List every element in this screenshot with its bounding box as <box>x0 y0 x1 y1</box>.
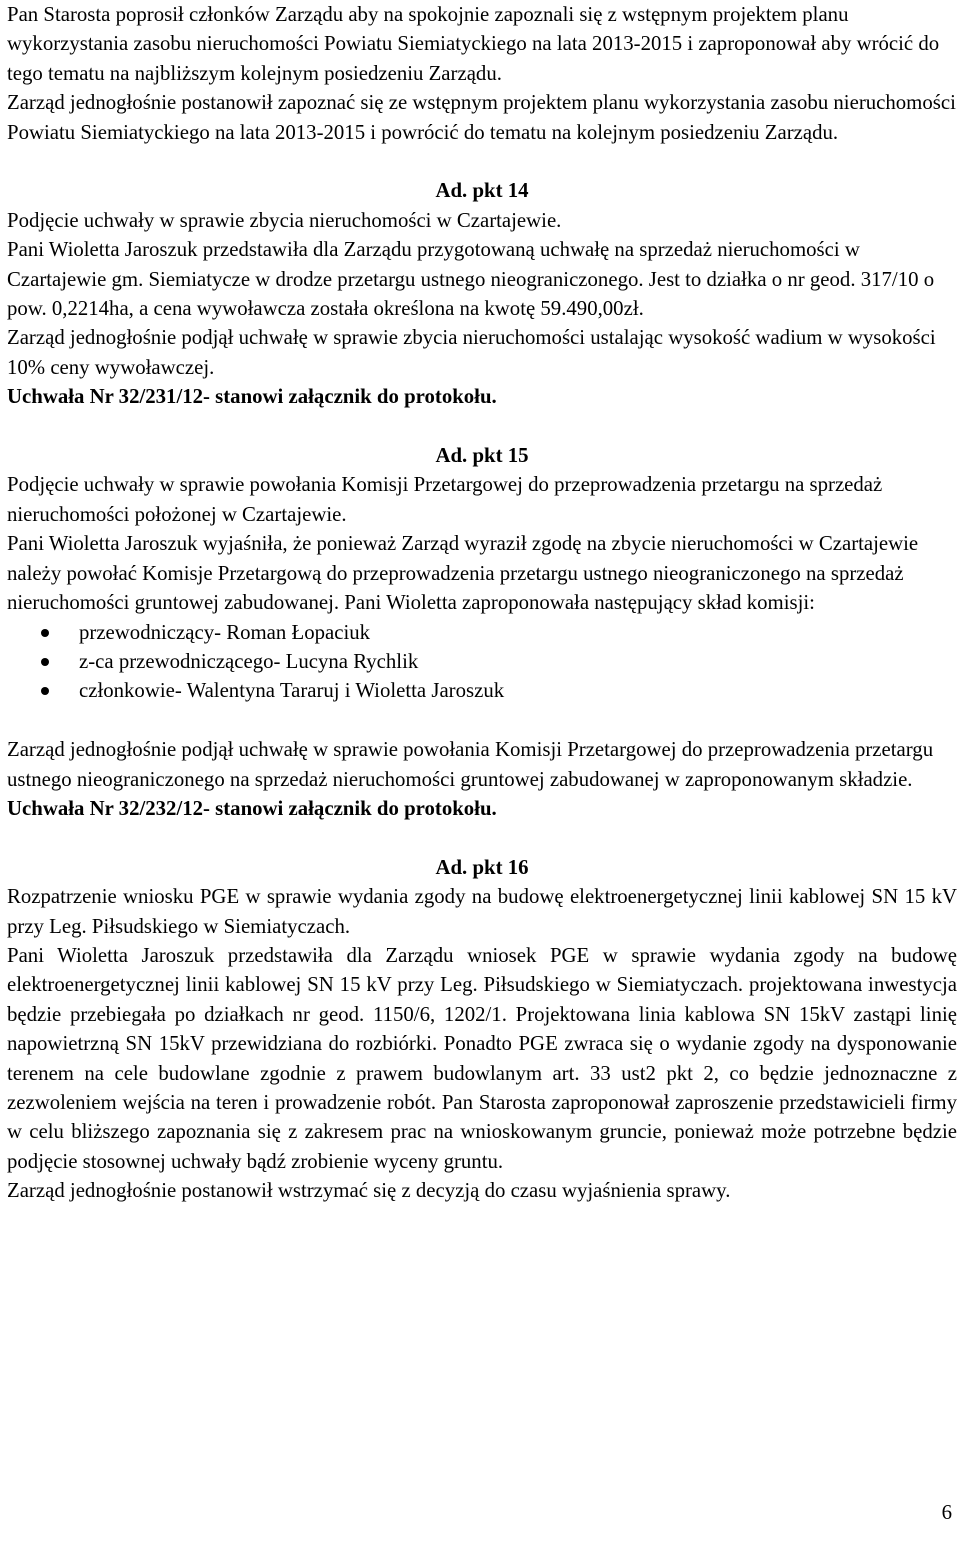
section-decision: Zarząd jednogłośnie postanowił wstrzymać się z decyzją do czasu wyjaśnienia sprawy. <box>7 1179 731 1203</box>
spacer <box>7 412 957 441</box>
bullet-icon <box>41 658 49 666</box>
section-heading: Ad. pkt 16 <box>435 855 529 879</box>
section-heading: Ad. pkt 14 <box>435 179 529 203</box>
section-resolution: Uchwała Nr 32/232/12- stanowi załącznik do protokołu. <box>7 796 497 820</box>
section-pkt-16 <box>7 853 957 1206</box>
spacer <box>7 823 957 852</box>
section-pkt-14 <box>7 176 957 411</box>
intro-paragraph-1: Pan Starosta poprosił członków Zarządu aby na spokojnie zapoznali się z wstępnym projektem planu wykorzystania zasobu nieruchomości Powiatu Siemiatyckiego na lata 2013-2015 i zaproponował aby wrócić do tego tematu na najbliższym kolejnym posiedzeniu Zarządu. <box>7 3 940 85</box>
list-item <box>41 676 957 705</box>
section-heading: Ad. pkt 15 <box>435 444 529 468</box>
bullet-icon <box>41 687 49 695</box>
list-item <box>41 647 957 676</box>
list-item-text: przewodniczący- Roman Łopaciuk <box>79 620 371 644</box>
section-pkt-15 <box>7 441 957 823</box>
list-item-text: członkowie- Walentyna Tararuj i Wioletta Jaroszuk <box>79 679 505 703</box>
list-item-text: z-ca przewodniczącego- Lucyna Rychlik <box>79 649 419 673</box>
section-subject: Podjęcie uchwały w sprawie powołania Komisji Przetargowej do przeprowadzenia przetargu na sprzedaż nieruchomości położonej w Czartajewie. <box>7 473 883 526</box>
section-subject: Rozpatrzenie wniosku PGE w sprawie wydania zgody na budowę elektroenergetycznej linii kablowej SN 15 kV przy Leg. Piłsudskiego w Siemiatyczach. <box>7 885 957 938</box>
committee-member-list <box>7 618 957 706</box>
page-number: 6 <box>941 1501 952 1524</box>
section-body: Pani Wioletta Jaroszuk przedstawiła dla Zarządu wniosek PGE w sprawie wydania zgody na budowę elektroenergetycznej linii kablowej SN 15 kV przy Leg. Piłsudskiego w Siemiatyczach. projektowana inwestycja będzie przebiegała po działkach nr geod. 1150/6, 1202/1. Projektowana linia kablowa SN 15kV zastąpi linię napowietrzną SN 15kV przewidziana do rozbiórki. Ponadto PGE zwraca się o wydanie zgody na dysponowanie terenem na cele budowlane zgodnie z prawem budowlanym art. 33 ust2 pkt 2, co będzie jednoznaczne z zezwoleniem wejścia na teren i prowadzenie robót. Pan Starosta zaproponował zaproszenie przedstawicieli firmy w celu bliższego zapoznania się z zakresem prac na wnioskowanym gruncie, ponieważ może potrzebne będzie podjęcie stosownej uchwały bądź zrobienie wyceny gruntu. <box>7 943 957 1173</box>
spacer <box>7 147 957 176</box>
section-resolution: Uchwała Nr 32/231/12- stanowi załącznik do protokołu. <box>7 385 497 409</box>
section-decision: Zarząd jednogłośnie podjął uchwałę w sprawie zbycia nieruchomości ustalając wysokość wadium w wysokości 10% ceny wywoławczej. <box>7 326 936 379</box>
intro-paragraph-2: Zarząd jednogłośnie postanowił zapoznać się ze wstępnym projektem planu wykorzystania zasobu nieruchomości Powiatu Siemiatyckiego na lata 2013-2015 i powrócić do tematu na kolejnym posiedzeniu Zarządu. <box>7 91 956 144</box>
document-page <box>7 0 957 1206</box>
bullet-icon <box>41 629 49 637</box>
section-body: Pani Wioletta Jaroszuk przedstawiła dla Zarządu przygotowaną uchwałę na sprzedaż nieruchomości w Czartajewie gm. Siemiatycze w drodze przetargu ustnego nieograniczonego. Jest to działka o nr geod. 317/10 o pow. 0,2214ha, a cena wywoławcza została określona na kwotę 59.490,00zł. <box>7 238 935 321</box>
section-subject: Podjęcie uchwały w sprawie zbycia nieruchomości w Czartajewie. <box>7 208 562 232</box>
spacer <box>7 706 957 735</box>
section-decision: Zarząd jednogłośnie podjął uchwałę w sprawie powołania Komisji Przetargowej do przeprowadzenia przetargu ustnego nieograniczonego na sprzedaż nieruchomości gruntowej zabudowanej w zaproponowanym składzie. <box>7 738 934 791</box>
list-item <box>41 618 957 647</box>
section-body: Pani Wioletta Jaroszuk wyjaśniła, że ponieważ Zarząd wyraził zgodę na zbycie nieruchomości w Czartajewie należy powołać Komisje Przetargową do przeprowadzenia przetargu ustnego nieograniczonego na sprzedaż nieruchomości gruntowej zabudowanej. Pani Wioletta zaproponowała następujący skład komisji: <box>7 532 919 615</box>
